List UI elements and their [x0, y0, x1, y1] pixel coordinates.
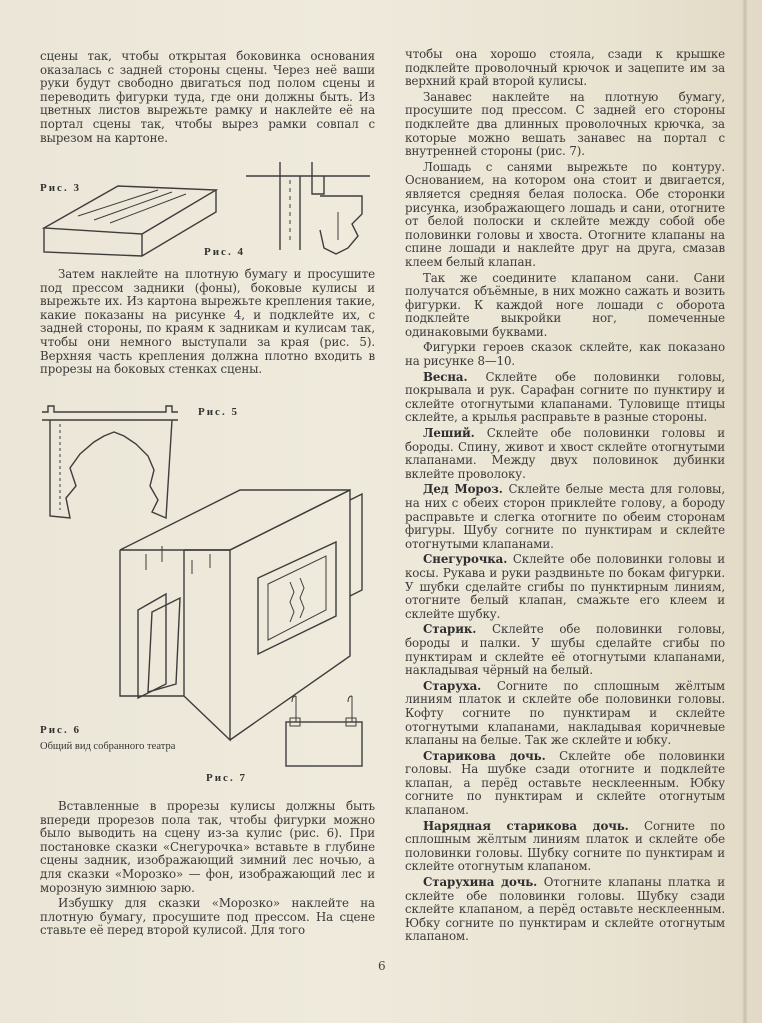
figure-5-caption: Рис. 5 [198, 406, 239, 418]
section-moroz [405, 483, 725, 551]
section-title: Старикова дочь. [423, 748, 546, 763]
section-text: Склейте обе половинки головы, покрывала и рук. Сарафан согните по пунктиру и склейте отогнутыми клапанами. Туловище птицы склейте, а крылья расправьте в разные стороны. [405, 369, 726, 425]
section-text: Согните по сплошным жёлтым линиям платок и склейте обе половинки головы. Шубку согните по пунктирам и склейте отогнутым клапаном. [405, 818, 725, 874]
paragraph: Так же соедините клапаном сани. Сани получатся объёмные, в них можно сажать и возить фигурки. К каждой ноге лошади с оборота подклейте выкройки ног, помеченные одинаковыми буквами. [405, 270, 725, 339]
page-number: 6 [378, 959, 386, 973]
paragraph: Занавес наклейте на плотную бумагу, просушите под прессом. С задней его стороны подклейте два длинных проволочных крючка, за которые можно вешать занавес на портал с внутренней стороны (рис. 7). [405, 89, 725, 159]
figure-6-subcaption: Общий вид собранного театра [40, 741, 176, 752]
section-title: Старухина дочь. [423, 875, 538, 890]
section-snegurochka [405, 553, 725, 621]
paragraph: Затем наклейте на плотную бумагу и просушите под прессом задники (фоны), боковые кулисы и вырежьте их. Из картона вырежьте крепления такие, какие показаны на рисунке 4, и подклейте их, с задней стороны, по краям к задникам и кулисам так, чтобы они немного выступали за края (рис. 5). Верхняя часть крепления должна плотно входить в прорезы на боковых стенках сцены. [40, 267, 375, 377]
section-starukhina [405, 876, 725, 944]
section-text: Склейте обе половинки головы, бороды и палки. У шубы сделайте сгибы по пунктирам и склейте её отогнутыми клапанами, накладывая чёрный на белый. [405, 622, 725, 678]
section-text: Склейте обе половинки головы и косы. Рукава и руки раздвиньте по бокам фигурки. У шубки сделайте сгибы по пунктирным линиям, отогните белый клапан, смажьте его клеем и склейте шубку. [405, 552, 725, 621]
section-title: Нарядная старикова дочь. [423, 818, 629, 833]
section-text: Склейте обе половинки головы и бороды. Спину, живот и хвост склейте отогнутыми клапанами. Между двух половинок дубинки вклейте проволоку. [405, 426, 725, 481]
section-text: Согните по сплошным жёлтым линиям платок и склейте обе половинки головы. Кофту согните по пунктирам и склейте отогнутыми клапанами, накладывая коричневые клапаны на белые. Так же склейте и юбку. [405, 678, 725, 748]
paragraph: Лошадь с санями вырежьте по контуру. Основанием, на котором она стоит и двигается, является средняя белая полоска. Обе сторонки рисунка, изображающего лошадь и сани, отогните от белой полоски и склейте между собой обе половинки головы и хвоста. Отогните клапаны на спине лошади и наклейте друг на друга, смазав клеем белый клапан. [405, 159, 725, 269]
section-vesna [405, 371, 725, 425]
section-title: Леший. [423, 426, 475, 441]
paragraph: Избушку для сказки «Морозко» наклейте на плотную бумагу, просушите под прессом. На сцене ставьте её перед второй кулисой. Для того [40, 896, 375, 938]
right-column [405, 48, 725, 944]
figure-6-caption: Рис. 6 [40, 724, 81, 736]
figure-4-caption: Рис. 4 [204, 246, 245, 258]
section-text: Склейте белые места для головы, на них с обеих сторон приклейте голову, а бороду расправьте и слегка отогните по обеим сторонам фигуры. Шубу согните по пунктирам и склейте отогнутыми клапанами. [405, 482, 725, 551]
section-title: Снегурочка. [423, 552, 508, 567]
section-title: Дед Мороз. [423, 482, 503, 497]
figure-7-caption: Рис. 7 [206, 772, 247, 784]
section-text: Склейте обе половинки головы. На шубке сзади отогните и подклейте клапан, а перёд оставьте несклеенным. Юбку согните по пунктирам и склейте отогнутым клапаном. [405, 748, 725, 818]
left-column-bottom [40, 800, 375, 938]
page-fold [742, 0, 748, 1023]
left-column-middle [40, 268, 375, 377]
paragraph: сцены так, чтобы открытая боковинка основания оказалась с задней стороны сцены. Через неё ваши руки будут свободно двигаться под полом сцены и переводить фигурки туда, где они должны быть. Из цветных листов вырежьте рамку и наклейте её на портал сцены так, чтобы вырез рамки совпал с вырезом на картоне. [40, 49, 375, 145]
figure-3-caption: Рис. 3 [40, 182, 81, 194]
paragraph: Вставленные в прорезы кулисы должны быть впереди прорезов пола так, чтобы фигурки можно было выводить на сцену из-за кулис (рис. 6). При постановке сказки «Снегурочка» вставьте в глубине сцены задник, изображающий зимний лес ночью, а для сказки «Морозко» — фон, изображающий лес и морозную зимнюю зарю. [40, 799, 375, 895]
section-starukha [405, 680, 725, 748]
figure-3-drawing [38, 168, 228, 258]
paragraph: Фигурки героев сказок склейте, как показано на рисунке 8—10. [405, 340, 725, 369]
figure-7-drawing [282, 694, 372, 774]
section-title: Старуха. [423, 678, 482, 693]
section-title: Старик. [423, 622, 477, 637]
section-starik [405, 623, 725, 677]
paragraph: чтобы она хорошо стояла, сзади к крышке подклейте проволочный крючок и зацепите им за верхний край второй кулисы. [405, 47, 725, 89]
section-text: Отогните клапаны платка и склейте обе половинки головы. Шубку сзади склейте клапаном, а перёд оставьте несклеенным. Юбку согните по пунктирам и склейте отогнутым клапаном. [405, 875, 726, 944]
figure-4-drawing [240, 150, 380, 260]
left-column-top [40, 50, 375, 145]
section-leshiy [405, 427, 725, 481]
section-title: Весна. [423, 369, 468, 384]
section-naryadnaya [405, 820, 725, 874]
section-starikova [405, 750, 725, 818]
